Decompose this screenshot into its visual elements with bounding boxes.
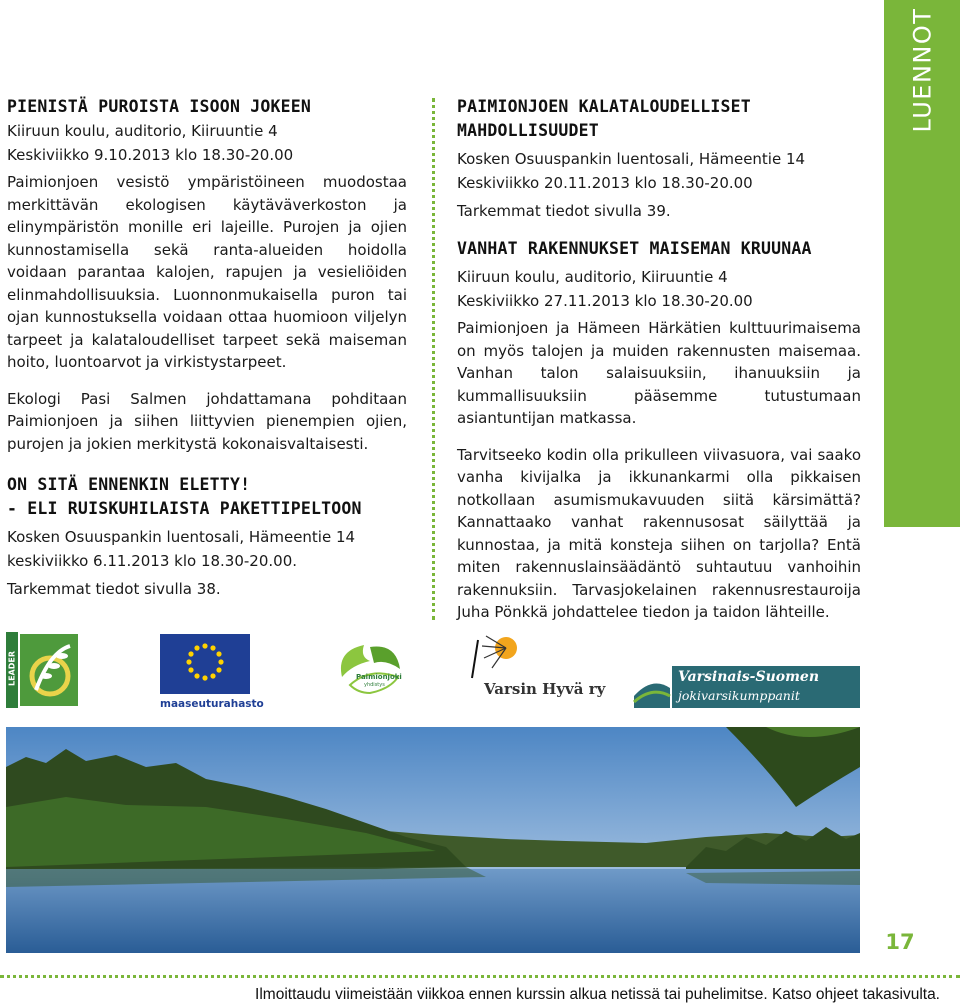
event4-presenter: Tarvitseeko kodin olla prikulleen viivasuora, vai saako vanha kivijalka ja ikkunankarmi olla pikkaisen notkollaan asumismukavuuden siitä kärsimättä? Kannattaako vanhat rakennusosat säilyttää ja kunnostaa, ja mitä konsteja siihen on tarjolla? Entä miten rakennuslainsäädäntö suhtautuu vanhoihin rakennuksiin. Tarvasjokelainen rakennusrestauroija Juha Pönkkä johdattelee tiedon ja taidon lähteille.: [457, 445, 861, 621]
event3-more-info: Tarkemmat tiedot sivulla 39.: [457, 202, 671, 220]
left-column: [7, 95, 407, 601]
column-divider: [432, 98, 435, 620]
lake-landscape-photo: [6, 727, 860, 953]
event2-more-info: Tarkemmat tiedot sivulla 38.: [7, 580, 221, 598]
side-tab-label-wrap: [884, 0, 960, 140]
event1-presenter: Ekologi Pasi Salmen johdattamana pohditaan Paimionjoen ja siihen liittyvien pienempien ojien, purojen ja jokien merkitystä kokonaisvaltaisesti.: [7, 389, 407, 453]
event2-title-line1: ON SITÄ ENNENKIN ELETTY!: [7, 475, 251, 494]
footer-registration-note: Ilmoittaudu viimeistään viikkoa ennen kurssin alkua netissä tai puhelimitse. Katso ohjeet takasivulta.: [255, 986, 940, 1003]
event4-title: VANHAT RAKENNUKSET MAISEMAN KRUUNAA: [457, 239, 812, 258]
footer-divider: [0, 975, 960, 978]
event1-time: Keskiviikko 9.10.2013 klo 18.30-20.00: [7, 146, 294, 164]
paimionjoki-logo: [330, 637, 410, 703]
vsjk-logo-line1: Varsinais-Suomen: [678, 669, 820, 685]
event1-description: Paimionjoen vesistö ympäristöineen muodostaa merkittävän ekologisen käytäväverkoston ja elinympäristön monille eri lajeille. Purojen ja ojien kunnostamisella sekä ranta-alueiden hoidolla voidaan parantaa kalojen, rapujen ja vesieliöiden elinmahdollisuuksia. Luonnonmukaisella puron tai ojan kunnostuksella voidaan ottaa huomioon viljelyn tarpeet ja kalataloudelliset tarpeet sekä maiseman hoito, luontoarvot ja virkistystarpeet.: [7, 173, 407, 371]
event4-time: Keskiviikko 27.11.2013 klo 18.30-20.00: [457, 292, 753, 310]
side-tab-label: LUENNOT: [908, 7, 936, 133]
page-number: 17: [885, 930, 915, 954]
event2-time: keskiviikko 6.11.2013 klo 18.30-20.00.: [7, 552, 298, 570]
event1-title: PIENISTÄ PUROISTA ISOON JOKEEN: [7, 97, 312, 116]
eu-logo-text: maaseuturahasto: [160, 698, 264, 710]
leader-logo: [6, 632, 80, 708]
event4-description: Paimionjoen ja Hämeen Härkätien kulttuurimaisema on myös talojen ja muiden rakennusten maisemaa. Vanhan talon salaisuuksiin, ihanuuksiin ja kummallisuuksiin pääsemme tutustumaan asiantuntijan matkassa.: [457, 319, 861, 427]
right-column: [457, 95, 861, 624]
event3-title-line2: MAHDOLLISUUDET: [457, 121, 599, 140]
eu-maaseuturahasto-logo: [160, 634, 264, 710]
varsin-hyva-logo-text: Varsin Hyvä ry: [484, 680, 606, 698]
event4-location: Kiiruun koulu, auditorio, Kiiruuntie 4: [457, 268, 728, 286]
event2-title-line2: - ELI RUISKUHILAISTA PAKETTIPELTOON: [7, 499, 362, 518]
varsinais-suomen-jokivarsikumppanit-logo: [632, 666, 860, 708]
event3-location: Kosken Osuuspankin luentosali, Hämeentie 14: [457, 150, 806, 168]
event2-location: Kosken Osuuspankin luentosali, Hämeentie 14: [7, 528, 356, 546]
vsjk-logo-line2: jokivarsikumppanit: [678, 688, 800, 703]
event1-location: Kiiruun koulu, auditorio, Kiiruuntie 4: [7, 122, 278, 140]
event3-time: Keskiviikko 20.11.2013 klo 18.30-20.00: [457, 174, 753, 192]
varsin-hyva-logo: [462, 634, 608, 706]
paimionjoki-logo-text: Paimionjoki: [356, 673, 402, 681]
paimionjoki-logo-subtext: yhdistys: [364, 682, 385, 688]
event3-title-line1: PAIMIONJOEN KALATALOUDELLISET: [457, 97, 751, 116]
leader-logo-text: LEADER: [7, 650, 17, 687]
